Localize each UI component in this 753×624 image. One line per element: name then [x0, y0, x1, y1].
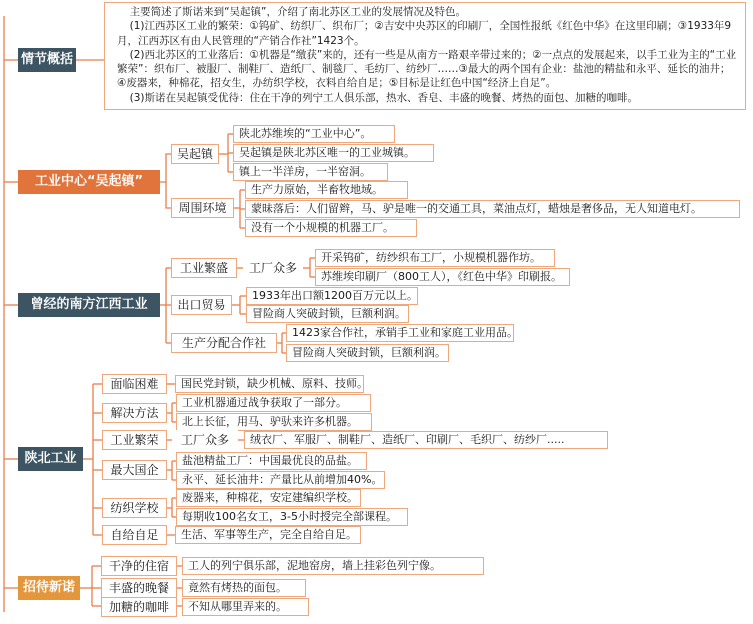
summary-paragraph-2: (2)西北苏区的工业落后：①机器是“缴获”来的，还有一些是从南方一路艰辛带过来的；②一点点的发展起来，以手工业为主的“工业繁荣”：织布厂、被服厂、制鞋厂、造纸厂、制毯厂、毛纺厂、纺纱厂……③最大的两个国有企业：盐池的精盐和永平、延长的油井；④废器来，种棉花，招女生，办纺织学校，衣料自给自足；⑤目标是让红色中国“经济上自足”。: [117, 48, 737, 90]
leaf-difficulty-1: 国民党封锁，缺少机械、原料、技师。: [175, 375, 364, 393]
leaf-solution-1: 工业机器通过战争获取了一部分。: [176, 394, 371, 412]
summary-paragraph-1: (1)江西苏区工业的繁荣：①钨矿、纺织厂、织布厂；②吉安中央苏区的印刷厂，全国性报纸《红色中华》在这里印刷；③1933年9月，江西苏区有由人民管理的“产销合作社”1423个。: [117, 20, 732, 47]
leaf-coffee: 不知从哪里弄来的。: [182, 598, 309, 616]
leaf-lodging: 工人的列宁俱乐部，泥地窑房，墙上挂彩色列宁像。: [182, 557, 484, 575]
main-node-hosting-snow[interactable]: 招待新诺: [18, 576, 80, 600]
leaf-soe-1: 盐池精盐工厂：中国最优良的品盐。: [176, 452, 367, 470]
leaf-env-2: 蒙昧落后：人们留辫，马、驴是唯一的交通工具，菜油点灯，蜡烛是奢侈品，无人知道电灯。: [245, 200, 740, 218]
plot-summary-text: [104, 2, 746, 110]
node-hearty-dinner[interactable]: 丰盛的晚餐: [101, 578, 177, 598]
node-clean-lodging[interactable]: 干净的住宿: [101, 556, 177, 576]
leaf-wuqi-2: 吴起镇是陕北苏区唯一的工业城镇。: [233, 144, 434, 162]
main-node-industrial-center[interactable]: 工业中心“吴起镇”: [18, 170, 160, 194]
leaf-wuqi-3: 镇上一半洋房，一半窑洞。: [233, 163, 388, 181]
node-largest-soe[interactable]: 最大国企: [102, 460, 167, 480]
node-surroundings[interactable]: 周围环境: [171, 198, 234, 218]
node-export-trade[interactable]: 出口贸易: [171, 295, 232, 315]
leaf-env-1: 生产力原始，半畜牧地域。: [245, 181, 408, 199]
leaf-solution-2: 北上长征，用马、驴驮来许多机器。: [176, 413, 372, 431]
node-difficulties[interactable]: 面临困难: [102, 374, 167, 394]
leaf-sb-factories: 绒衣厂、军服厂、制鞋厂、造纸厂、印刷厂、毛织厂、纺纱厂.....: [244, 431, 608, 449]
node-industry-boom[interactable]: 工业繁盛: [171, 258, 237, 278]
node-sb-many-factories[interactable]: 工厂众多: [172, 430, 238, 450]
leaf-self-sufficiency: 生活、军事等生产，完全自给自足。: [175, 526, 361, 544]
leaf-export-2: 冒险商人突破封锁，巨额利润。: [246, 305, 409, 323]
leaf-wuqi-1: 陕北苏维埃的“工业中心”。: [233, 125, 395, 143]
node-sb-industry-boom[interactable]: 工业繁荣: [102, 430, 167, 450]
leaf-coop-1: 1423家合作社，承销手工业和家庭工业用品。: [286, 324, 514, 342]
leaf-export-1: 1933年出口额1200百万元以上。: [246, 287, 418, 305]
node-many-factories[interactable]: 工厂众多: [243, 258, 303, 278]
leaf-school-1: 废器来，种棉花，安定建编织学校。: [176, 489, 361, 507]
leaf-env-3: 没有一个小规模的机器工厂。: [245, 219, 417, 237]
summary-paragraph-3: (3)斯诺在吴起镇受优待：住在干净的列宁工人俱乐部，热水、香皂、丰盛的晚餐、烤热的面包、加糖的咖啡。: [129, 91, 638, 104]
leaf-school-2: 每期收100名女工，3-5小时授完全部课程。: [176, 508, 408, 526]
node-cooperatives[interactable]: 生产分配合作社: [171, 333, 277, 353]
leaf-dinner: 竟然有烤热的面包。: [182, 579, 306, 597]
main-node-shaanbei-industry[interactable]: 陕北工业: [18, 447, 83, 471]
main-node-jiangxi-industry[interactable]: 曾经的南方江西工业: [18, 293, 160, 317]
leaf-factories-2: 苏维埃印刷厂（800工人），《红色中华》印刷报。: [315, 268, 570, 286]
node-solutions[interactable]: 解决方法: [102, 403, 167, 423]
leaf-factories-1: 开采钨矿，纺纱织布工厂，小规模机器作坊。: [315, 249, 555, 267]
leaf-coop-2: 冒险商人突破封锁，巨额利润。: [286, 344, 449, 362]
node-textile-school[interactable]: 纺织学校: [102, 498, 167, 518]
node-wuqizhen[interactable]: 吴起镇: [171, 144, 219, 164]
node-sweet-coffee[interactable]: 加糖的咖啡: [101, 597, 177, 617]
summary-paragraph-0: 主要简述了斯诺来到“吴起镇”，介绍了南北苏区工业的发展情况及特色。: [129, 6, 466, 18]
node-self-sufficiency[interactable]: 自给自足: [102, 525, 167, 545]
leaf-soe-2: 永平、延长油井：产量比从前增加40%。: [176, 471, 385, 489]
main-node-plot-summary[interactable]: 情节概括: [18, 48, 76, 72]
